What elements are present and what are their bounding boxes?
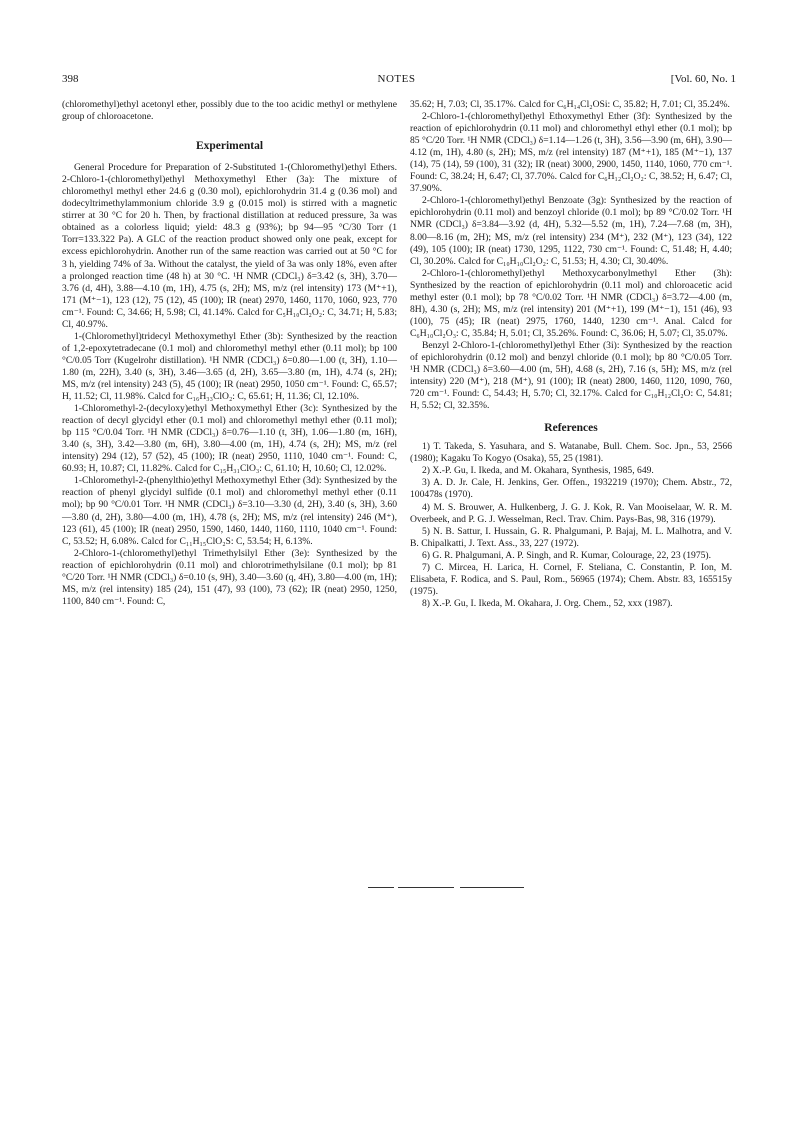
references-heading: References	[544, 422, 598, 435]
experimental-paragraph: 35.62; H, 7.03; Cl, 35.17%. Calcd for C₆H₁₄Cl₂OSi: C, 35.82; H, 7.01; Cl, 35.24%.	[410, 99, 730, 110]
rule-segment	[368, 887, 394, 888]
experimental-paragraph: 2-Chloro-1-(chloromethyl)ethyl Trimethylsilyl Ether (3e): Synthesized by the reaction of epichlorohydrin (0.11 mol) and chlorotrimethylsilane (0.1 mol); bp 81 °C/20 Torr. ¹H NMR (CDCl₃) δ=0.10 (s, 9H), 3.40—3.60 (q, 4H), 3.80—4.00 (m, 1H); MS, m/z (rel intensity) 185 (24), 151 (47), 93 (100), 73 (62); IR (neat) 2950, 1250, 1100, 840 cm⁻¹. Found: C,	[62, 547, 397, 607]
reference-item: 1) T. Takeda, S. Yasuhara, and S. Watanabe, Bull. Chem. Soc. Jpn., 53, 2566 (1980); Kagaku To Kogyo (Osaka), 55, 25 (1981).	[410, 441, 732, 465]
experimental-paragraph: 2-Chloro-1-(chloromethyl)ethyl Ethoxymethyl Ether (3f): Synthesized by the reaction of epichlorohydrin (0.11 mol) and chloromethyl ethyl ether (0.1 mol); bp 85 °C/20 Torr. ¹H NMR (CDCl₃) δ=1.14—1.26 (t, 3H), 3.56—3.90 (m, 6H), 3.90—4.12 (m, 1H), 4.80 (s, 2H); MS, m/z (rel intensity) 187 (M⁺+1), 185 (M⁺−1), 137 (14), 75 (14), 59 (100), 31 (32); IR (neat) 3000, 2900, 1450, 1140, 1060, 770 cm⁻¹. Found: C, 38.24; H, 6.47; Cl, 37.70%. Calcd for C₆H₁₂Cl₂O₂: C, 38.52; H, 6.47; Cl, 37.90%.	[410, 111, 732, 195]
right-column	[410, 99, 732, 610]
rule-segment	[460, 887, 524, 888]
page-number: 398	[62, 73, 79, 85]
reference-item: 5) N. B. Sattur, I. Hussain, G. R. Phalgumani, P. Bajaj, M. L. Malhotra, and V. B. Chipalkatti, J. Text. Ass., 33, 227 (1972).	[410, 525, 732, 549]
reference-item: 3) A. D. Jr. Cale, H. Jenkins, Ger. Offen., 1932219 (1970); Chem. Abstr., 72, 100478s (1970).	[410, 477, 732, 501]
experimental-paragraph: 1-Chloromethyl-2-(decyloxy)ethyl Methoxymethyl Ether (3c): Synthesized by the reaction of decyl glycidyl ether (0.1 mol) and chloromethyl methyl ether (0.11 mol); bp 115 °C/0.04 Torr. ¹H NMR (CDCl₃) δ=0.76—1.10 (t, 3H), 1.06—1.80 (m, 16H), 3.40 (s, 3H), 3.42—3.80 (m, 6H), 3.80—4.00 (m, 1H), 4.74 (s, 2H); MS, m/z (rel intensity) 294 (12), 57 (52), 45 (100); IR (neat) 2950, 1110, 1040 cm⁻¹. Found: C, 60.93; H, 10.87; Cl, 11.82%. Calcd for C₁₅H₃₁ClO₃: C, 61.10; H, 10.60; Cl, 12.02%.	[62, 403, 397, 475]
reference-item: 6) G. R. Phalgumani, A. P. Singh, and R. Kumar, Colourage, 22, 23 (1975).	[422, 549, 712, 561]
experimental-paragraph: 1-(Chloromethyl)tridecyl Methoxymethyl Ether (3b): Synthesized by the reaction of 1,2-epoxytetradecane (0.1 mol) and chloromethyl methyl ether (0.11 mol); bp 100 °C/0.05 Torr (Kugelrohr distillation). ¹H NMR (CDCl₃) δ=0.80—1.00 (t, 3H), 1.10—1.80 (m, 22H), 3.40 (s, 3H), 3.46—3.65 (d, 2H), 3.65—3.80 (m, 1H), 4.74 (s, 2H); MS, m/z (rel intensity) 243 (5), 45 (100); IR (neat) 2950, 1050 cm⁻¹. Found: C, 65.57; H, 11.52; Cl, 11.98%. Calcd for C₁₆H₃₃ClO₂: C, 65.61; H, 11.36; Cl, 12.10%.	[62, 330, 397, 403]
volume-issue: [Vol. 60, No. 1	[670, 73, 736, 85]
experimental-heading: Experimental	[195, 140, 264, 153]
experimental-paragraph: General Procedure for Preparation of 2-Substituted 1-(Chloromethyl)ethyl Ethers. 2-Chloro-1-(chloromethyl)ethyl Methoxymethyl Ether (3a): The mixture of chloromethyl methyl ether 24.6 g (0.30 mol), epichlorohydrin 31.4 g (0.36 mol) and dodecyltrimethylammonium chloride 3.9 g (0.015 mol) is stirred with a magnetic stirrer at 30 °C for 20 h. Then, by fractional distillation at reduced pressure, 3a was obtained as a colorless liquid; yield: 48.3 g (93%); bp 94—95 °C/30 Torr (1 Torr=133.322 Pa). A GLC of the reaction product showed only one peak, except for excess epichlorohydrin. Another run of the same reaction was carried out at 50 °C for 3 h, yielding 74% of 3a. Without the catalyst, the yield of 3a was only 18%, even after a prolonged reaction time (48 h) at 30 °C. ¹H NMR (CDCl₃) δ=3.42 (s, 3H), 3.70—3.76 (d, 4H), 3.88—4.10 (m, 1H), 4.75 (s, 2H); MS, m/z (rel intensity) 173 (M⁺+1), 171 (M⁺−1), 123 (12), 75 (12), 45 (100); IR (neat) 2970, 1460, 1170, 1060, 923, 770 cm⁻¹. Found: C, 34.66; H, 5.98; Cl, 41.14%. Calcd for C₅H₁₀Cl₂O₂: C, 34.71; H, 5.83; Cl, 40.97%.	[62, 162, 397, 330]
reference-item: 4) M. S. Brouwer, A. Hulkenberg, J. G. J. Kok, R. Van Mooiselaar, W. R. M. Overbeek, and P. G. J. Wesselman, Recl. Trav. Chim. Pays-Bas, 98, 316 (1979).	[410, 501, 732, 525]
experimental-paragraph: 2-Chloro-1-(chloromethyl)ethyl Methoxycarbonylmethyl Ether (3h): Synthesized by the reaction of epichlorohydrin (0.11 mol) and chloroacetic acid methyl ester (0.1 mol); bp 78 °C/0.02 Torr. ¹H NMR (CDCl₃) δ=3.72—4.00 (m, 8H), 4.30 (s, 2H); MS, m/z (rel intensity) 201 (M⁺+1), 199 (M⁺−1), 151 (46), 93 (100), 75 (45); IR (neat) 2975, 1760, 1440, 1230 cm⁻¹. Anal. Calcd for C₆H₁₀Cl₂O₃: C, 35.84; H, 5.01; Cl, 35.26%. Found: C, 36.06; H, 5.07; Cl, 35.07%.	[410, 267, 732, 339]
rule-segment	[398, 887, 454, 888]
footer-rule	[368, 887, 528, 889]
left-column	[62, 99, 397, 608]
reference-item: 8) X.-P. Gu, I. Ikeda, M. Okahara, J. Org. Chem., 52, xxx (1987).	[422, 597, 673, 609]
experimental-paragraph: 1-Chloromethyl-2-(phenylthio)ethyl Methoxymethyl Ether (3d): Synthesized by the reaction of phenyl glycidyl sulfide (0.1 mol) and chloromethyl methyl ether (0.11 mol); bp 90 °C/0.01 Torr. ¹H NMR (CDCl₃) δ=3.10—3.30 (d, 2H), 3.40 (s, 3H), 3.60—3.80 (d, 2H), 3.80—4.00 (m, 1H), 4.78 (s, 2H); MS, m/z (rel intensity) 246 (M⁺), 123 (61), 45 (100); IR (neat) 2950, 1590, 1460, 1440, 1160, 1110, 1040 cm⁻¹. Found: C, 53.52; H, 6.08%. Calcd for C₁₁H₁₅ClO₂S: C, 53.54; H, 6.13%.	[62, 475, 397, 547]
reference-item: 7) C. Mircea, H. Larica, H. Cornel, F. Steliana, C. Constantin, P. Ion, M. Elisabeta, F. Rodica, and S. Paul, Rom., 56965 (1974); Chem. Abstr. 83, 165515y (1975).	[410, 561, 732, 597]
carryover-paragraph: (chloromethyl)ethyl acetonyl ether, possibly due to the too acidic methyl or methylene group of chloroacetone.	[62, 99, 397, 123]
experimental-paragraph: Benzyl 2-Chloro-1-(chloromethyl)ethyl Ether (3i): Synthesized by the reaction of epichlorohydrin (0.12 mol) and benzyl chloride (0.1 mol); bp 80 °C/0.05 Torr. ¹H NMR (CDCl₃) δ=3.60—4.00 (m, 5H), 4.68 (s, 2H), 7.16 (s, 5H); MS, m/z (rel intensity) 220 (M⁺), 218 (M⁺), 91 (100); IR (neat) 2800, 1460, 1120, 1090, 760, 720 cm⁻¹. Found: C, 54.43; H, 5.70; Cl, 32.17%. Calcd for C₁₀H₁₂Cl₂O: C, 54.81; H, 5.52; Cl, 32.35%.	[410, 339, 732, 412]
section-title: NOTES	[377, 73, 416, 85]
page-header	[0, 72, 793, 86]
references-list	[410, 441, 732, 610]
experimental-paragraph: 2-Chloro-1-(chloromethyl)ethyl Benzoate (3g): Synthesized by the reaction of epichlorohydrin (0.11 mol) and benzoyl chloride (0.1 mol); bp 89 °C/0.02 Torr. ¹H NMR (CDCl₃) δ=3.84—3.92 (d, 4H), 5.32—5.52 (m, 1H), 7.24—7.68 (m, 3H), 8.00—8.16 (m, 2H); MS, m/z (rel intensity) 234 (M⁺), 232 (M⁺), 123 (34), 122 (49), 105 (100); IR (neat) 1730, 1295, 1122, 730 cm⁻¹. Found: C, 51.48; H, 4.40; Cl, 30.20%. Calcd for C₁₀H₁₀Cl₂O₂: C, 51.53; H, 4.30; Cl, 30.40%.	[410, 195, 732, 267]
reference-item: 2) X.-P. Gu, I. Ikeda, and M. Okahara, Synthesis, 1985, 649.	[422, 465, 654, 477]
